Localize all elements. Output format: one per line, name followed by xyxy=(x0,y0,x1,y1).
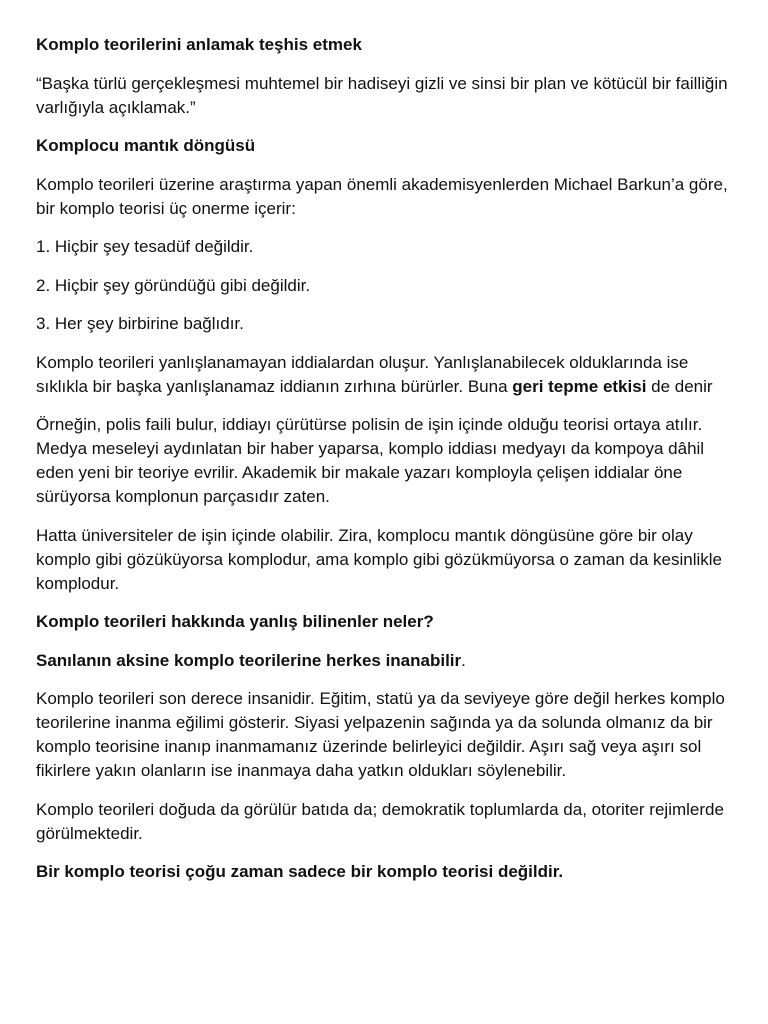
premise-item-2: 2. Hiçbir şey göründüğü gibi değildir. xyxy=(36,275,311,295)
unfalsifiable-text-end: de denir xyxy=(646,376,713,396)
heading-misconceptions: Komplo teorileri hakkında yanlış bilinenler neler? xyxy=(36,612,434,631)
definition-quote: “Başka türlü gerçekleşmesi muhtemel bir hadiseyi gizli ve sinsi bir plan ve kötücül bir failliğin varlığıyla açıklamak.” xyxy=(36,73,728,117)
east-west-paragraph: Komplo teorileri doğuda da görülür batıda da; demokratik toplumlarda da, otoriter rejimlerde görülmektedir. xyxy=(36,799,724,843)
backfire-effect-term: geri tepme etkisi xyxy=(512,376,647,396)
heading-understanding-conspiracy: Komplo teorilerini anlamak teşhis etmek xyxy=(36,35,362,54)
example-paragraph: Örneğin, polis faili bulur, iddiayı çürütürse polisin de işin içinde olduğu teorisi ortaya atılır. Medya meseleyi aydınlatan bir haber yaparsa, komplo iddiası medyayı da kompoya dâhil eden yeni bir teoriye evrilir. Akademik bir makale yazarı komployla çelişen iddialar öne sürüyorsa komplonun parçasıdır zaten. xyxy=(36,415,705,506)
premise-item-1: 1. Hiçbir şey tesadüf değildir. xyxy=(36,237,254,256)
myth-2-statement: Bir komplo teorisi çoğu zaman sadece bir komplo teorisi değildir. xyxy=(36,862,564,881)
unfalsifiable-text: Komplo teorileri yanlışlanamayan iddialardan oluşur. Yanlışlanabilecek olduklarında ise sıklıkla bir başka yanlışlanamaz iddianın zırhına bürürler. Buna xyxy=(36,352,689,396)
myth-1-period: . xyxy=(461,650,466,670)
barkun-intro-paragraph: Komplo teorileri üzerine araştırma yapan önemli akademisyenlerden Michael Barkun’a göre, bir komplo teorisi üç onerme içerir: xyxy=(36,174,728,218)
premise-item-3: 3. Her şey birbirine bağlıdır. xyxy=(36,314,244,333)
myth-1-paragraph xyxy=(36,649,732,673)
myth-1-statement: Sanılanın aksine komplo teorilerine herkes inanabilir xyxy=(36,650,462,670)
university-paragraph: Hatta üniversiteler de işin içinde olabilir. Zira, komplocu mantık döngüsüne göre bir olay komplo gibi gözüküyorsa komplodur, ama komplo gibi gözükmüyorsa o zaman da kesinlikle komplodur. xyxy=(36,525,723,593)
unfalsifiable-paragraph xyxy=(36,351,732,399)
human-nature-paragraph: Komplo teorileri son derece insanidir. Eğitim, statü ya da seviyeye göre değil herkes komplo teorilerine inanma eğilimi gösterir. Siyasi yelpazenin sağında ya da solunda olmanız da bir komplo teorisine inanıp inanmamanız üzerinde belirleyici değildir. Aşırı sağ veya aşırı sol fikirlere yakın olanların ise inanmaya daha yatkın oldukları söylenebilir. xyxy=(36,689,725,780)
heading-conspiracy-logic-loop: Komplocu mantık döngüsü xyxy=(36,136,256,155)
